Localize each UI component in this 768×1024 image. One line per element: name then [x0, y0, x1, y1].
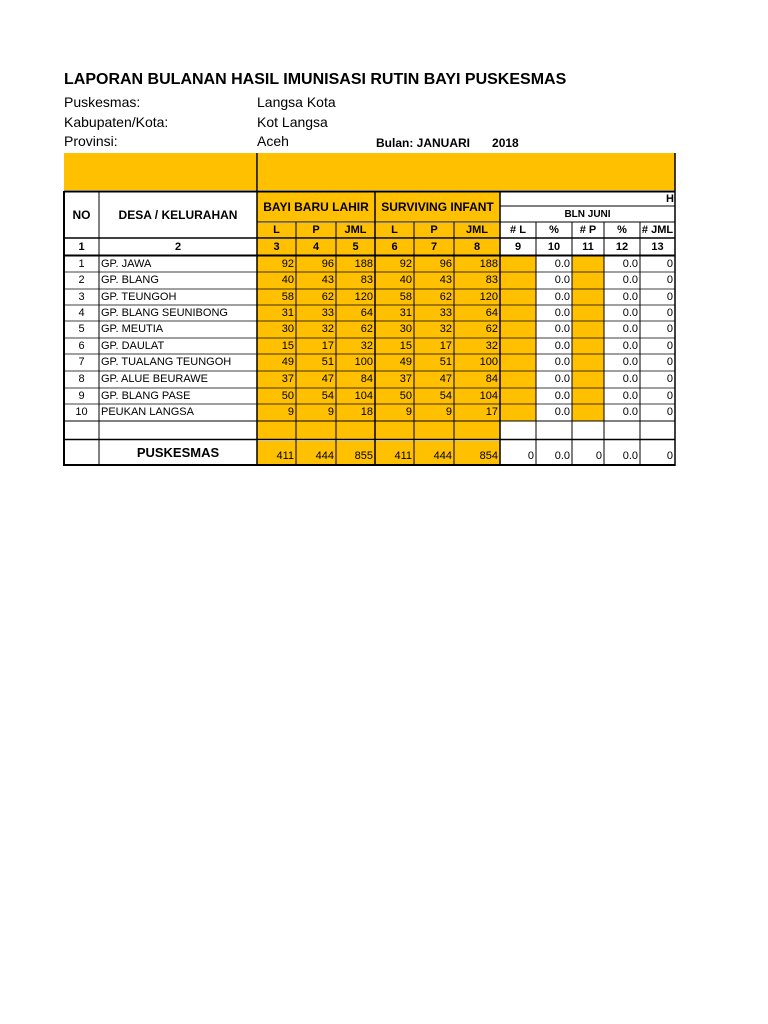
- table-cell: 0.0: [554, 307, 570, 319]
- table-cell: 17: [414, 338, 454, 354]
- table-cell: 62: [414, 289, 454, 305]
- table-cell: 32: [414, 321, 454, 338]
- table-cell: 0.0: [554, 373, 570, 385]
- table-cell: 0.0: [622, 258, 638, 270]
- table-cell: 104: [336, 388, 375, 404]
- table-cell: 0.0: [622, 307, 638, 319]
- table-cell: 84: [454, 371, 500, 388]
- total-cell: 0: [595, 450, 602, 462]
- subheader-2: P: [296, 223, 336, 238]
- subheader-4: L: [375, 223, 414, 238]
- table-cell: 0.0: [622, 323, 638, 335]
- table-cell: 0: [666, 406, 673, 418]
- table-cell: 0.0: [554, 356, 570, 368]
- subheader-8: %: [549, 224, 559, 236]
- subheader-3: JML: [336, 223, 375, 238]
- total-cell: 444: [296, 441, 336, 465]
- table-cell: 2: [78, 274, 85, 286]
- total-cell: 0.0: [554, 450, 570, 462]
- desa-name-cell: PEUKAN LANGSA: [101, 406, 194, 418]
- desa-name-cell: GP. TEUNGOH: [101, 291, 177, 303]
- table-cell: 3: [78, 291, 85, 303]
- table-cell: 15: [375, 338, 414, 354]
- table-cell: 54: [296, 388, 336, 404]
- puskesmas-label: Puskesmas:: [64, 94, 141, 110]
- table-cell: 0.0: [622, 373, 638, 385]
- table-cell: 54: [414, 388, 454, 404]
- header-no: NO: [72, 207, 91, 222]
- column-number-9: 9: [514, 241, 522, 253]
- total-cell: 411: [257, 441, 296, 465]
- table-cell: 0: [666, 307, 673, 319]
- table-cell: 37: [375, 371, 414, 388]
- table-cell: 17: [454, 404, 500, 421]
- header-desa: DESA / KELURAHAN: [118, 207, 238, 222]
- table-cell: 0: [666, 373, 673, 385]
- table-cell: 10: [75, 406, 88, 418]
- table-cell: 83: [336, 272, 375, 289]
- table-cell: 0.0: [554, 274, 570, 286]
- table-cell: 58: [375, 289, 414, 305]
- table-cell: 58: [257, 289, 296, 305]
- table-cell: 0: [666, 274, 673, 286]
- subheader-11: # JML: [641, 224, 674, 236]
- table-cell: 49: [257, 354, 296, 371]
- table-cell: 92: [375, 256, 414, 272]
- table-cell: 40: [257, 272, 296, 289]
- table-cell: 96: [296, 256, 336, 272]
- table-cell: 62: [336, 321, 375, 338]
- column-number-11: 11: [582, 241, 594, 253]
- column-number-6: 6: [375, 239, 414, 255]
- table-cell: 8: [78, 373, 85, 385]
- table-cell: 62: [296, 289, 336, 305]
- table-cell: 50: [375, 388, 414, 404]
- table-cell: 32: [296, 321, 336, 338]
- table-cell: 0.0: [622, 274, 638, 286]
- table-cell: 1: [78, 258, 85, 270]
- table-cell: 0.0: [622, 356, 638, 368]
- subheader-6: JML: [454, 223, 500, 238]
- total-cell: 0.0: [622, 450, 638, 462]
- table-cell: 92: [257, 256, 296, 272]
- table-cell: 0.0: [554, 406, 570, 418]
- column-number-7: 7: [414, 239, 454, 255]
- table-cell: 0.0: [554, 258, 570, 270]
- table-cell: 6: [78, 340, 85, 352]
- table-cell: 0: [666, 323, 673, 335]
- total-cell: 411: [375, 441, 414, 465]
- header-bayi-baru-lahir: BAYI BARU LAHIR: [257, 192, 375, 222]
- table-cell: 33: [414, 305, 454, 321]
- desa-name-cell: GP. JAWA: [101, 258, 152, 270]
- desa-name-cell: GP. ALUE BEURAWE: [101, 373, 208, 385]
- provinsi-value: Aceh: [257, 133, 289, 149]
- desa-name-cell: GP. BLANG: [101, 274, 159, 286]
- puskesmas-value: Langsa Kota: [257, 94, 336, 110]
- column-number-1: 1: [78, 241, 85, 253]
- table-cell: 9: [257, 404, 296, 421]
- header-surviving-infant: SURVIVING INFANT: [375, 192, 500, 222]
- table-cell: 40: [375, 272, 414, 289]
- subheader-10: %: [617, 224, 627, 236]
- table-cell: 120: [454, 289, 500, 305]
- table-cell: 0.0: [622, 340, 638, 352]
- column-number-2: 2: [174, 241, 182, 253]
- header-h: H: [666, 193, 674, 205]
- subheader-1: L: [257, 223, 296, 238]
- table-cell: 43: [296, 272, 336, 289]
- desa-name-cell: GP. DAULAT: [101, 340, 165, 352]
- table-cell: 120: [336, 289, 375, 305]
- subheader-7: # L: [510, 224, 526, 236]
- table-cell: 51: [296, 354, 336, 371]
- table-cell: 7: [78, 356, 85, 368]
- column-number-10: 10: [547, 241, 561, 253]
- table-cell: 31: [257, 305, 296, 321]
- table-cell: 0.0: [554, 323, 570, 335]
- table-cell: 4: [78, 307, 85, 319]
- table-cell: 31: [375, 305, 414, 321]
- column-number-12: 12: [615, 241, 629, 253]
- table-cell: 32: [336, 338, 375, 354]
- table-cell: 15: [257, 338, 296, 354]
- table-cell: 0: [666, 340, 673, 352]
- subheader-5: P: [414, 223, 454, 238]
- table-cell: 188: [336, 256, 375, 272]
- desa-name-cell: GP. BLANG SEUNIBONG: [101, 307, 228, 319]
- table-cell: 9: [78, 390, 85, 402]
- table-cell: 0: [666, 390, 673, 402]
- bulan-text: Bulan: JANUARI: [376, 136, 471, 150]
- column-number-5: 5: [336, 239, 375, 255]
- total-cell: 444: [414, 441, 454, 465]
- table-cell: 0.0: [554, 390, 570, 402]
- table-cell: 9: [375, 404, 414, 421]
- table-cell: 43: [414, 272, 454, 289]
- table-cell: 37: [257, 371, 296, 388]
- table-cell: 64: [336, 305, 375, 321]
- column-number-13: 13: [651, 241, 664, 253]
- column-number-4: 4: [296, 239, 336, 255]
- column-number-8: 8: [454, 239, 500, 255]
- table-cell: 64: [454, 305, 500, 321]
- table-cell: 9: [414, 404, 454, 421]
- table-cell: 0: [666, 291, 673, 303]
- table-cell: 104: [454, 388, 500, 404]
- table-cell: 0: [666, 258, 673, 270]
- table-cell: 0.0: [554, 291, 570, 303]
- table-cell: 0: [666, 356, 673, 368]
- table-cell: 49: [375, 354, 414, 371]
- table-cell: 9: [296, 404, 336, 421]
- table-cell: 0.0: [622, 291, 638, 303]
- table-cell: 0.0: [554, 340, 570, 352]
- table-cell: 47: [414, 371, 454, 388]
- total-cell: 855: [336, 441, 375, 465]
- kabupaten-value: Kot Langsa: [257, 114, 328, 130]
- table-cell: 100: [336, 354, 375, 371]
- tahun-text: 2018: [492, 136, 519, 150]
- table-cell: 18: [336, 404, 375, 421]
- total-cell: 854: [454, 441, 500, 465]
- table-cell: 47: [296, 371, 336, 388]
- total-cell: 0: [666, 450, 673, 462]
- table-cell: 96: [414, 256, 454, 272]
- table-cell: 188: [454, 256, 500, 272]
- table-cell: 32: [454, 338, 500, 354]
- provinsi-label: Provinsi:: [64, 133, 118, 149]
- table-cell: 51: [414, 354, 454, 371]
- table-cell: 30: [257, 321, 296, 338]
- desa-name-cell: GP. TUALANG TEUNGOH: [101, 356, 232, 368]
- total-cell: 0: [527, 450, 534, 462]
- table-cell: 50: [257, 388, 296, 404]
- subheader-9: # P: [579, 224, 597, 236]
- table-cell: 17: [296, 338, 336, 354]
- column-number-3: 3: [257, 239, 296, 255]
- table-cell: 30: [375, 321, 414, 338]
- table-cell: 5: [78, 323, 85, 335]
- report-title: LAPORAN BULANAN HASIL IMUNISASI RUTIN BAYI PUSKESMAS: [64, 71, 567, 88]
- kabupaten-label: Kabupaten/Kota:: [64, 114, 169, 130]
- table-cell: 0.0: [622, 406, 638, 418]
- table-cell: 0.0: [622, 390, 638, 402]
- header-bln-juni: BLN JUNI: [564, 208, 611, 220]
- desa-name-cell: GP. BLANG PASE: [101, 390, 191, 402]
- desa-name-cell: GP. MEUTIA: [101, 323, 164, 335]
- table-cell: 33: [296, 305, 336, 321]
- table-cell: 100: [454, 354, 500, 371]
- table-cell: 84: [336, 371, 375, 388]
- table-cell: 62: [454, 321, 500, 338]
- table-cell: 83: [454, 272, 500, 289]
- total-label: PUSKESMAS: [136, 445, 220, 460]
